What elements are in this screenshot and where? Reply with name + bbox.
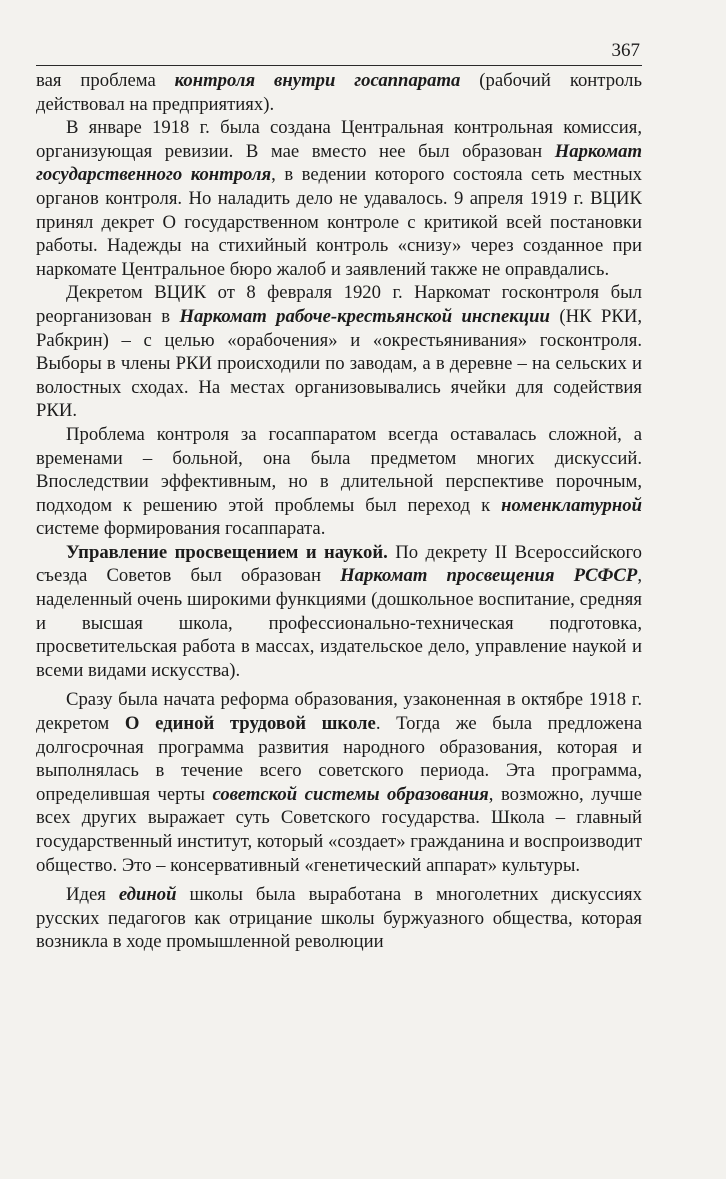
text-run: Сразу была начата реформа образования, узаконенная в октябре 1918 г. декретом (36, 689, 642, 735)
paragraph (36, 116, 642, 281)
text-run: , в ведении которого состояла сеть местных органов контроля. Но наладить дело не удавалось. 9 апреля 1919 г. ВЦИК принял декрет О государственном контроле с критикой всей постановки работы. Надежды на стихийный контроль «снизу» через созданное при наркомате Центральное бюро жалоб и заявлений также не оправдались. (36, 164, 642, 280)
emphasis-text: советской системы образования (212, 783, 489, 805)
text-run: (рабочий контроль действовал на предприятиях). (36, 70, 642, 115)
text-run: В январе 1918 г. была создана Центральная контрольная комиссия, организующая ревизии. В мае вместо нее был образован (36, 117, 642, 162)
paragraph (36, 423, 642, 541)
header-rule (36, 65, 642, 66)
text-run: Декретом ВЦИК от 8 февраля 1920 г. Наркомат госконтроля был реорганизован в (36, 282, 642, 327)
text-run: Проблема контроля за госаппаратом всегда оставалась сложной, а временами – больной, она была предметом многих дискуссий. Впоследствии эффективным, но в длительной перспективе порочным, подходом к решению этой проблемы был переход к (36, 423, 642, 516)
emphasis-text: номенклатурной (501, 494, 642, 516)
text-run: , наделенный очень широкими функциями (дошкольное воспитание, средняя и высшая школа, профессионально-техническая подготовка, просветительская работа в массах, издательское дело, управление наукой и всеми видами искусства). (36, 565, 642, 681)
page-number: 367 (611, 40, 640, 61)
emphasis-text: О единой трудовой школе (124, 713, 376, 735)
text-run: системе формирования госаппарата. (36, 518, 326, 540)
emphasis-text: Наркомат просвещения РСФСР (340, 565, 638, 587)
text-run: По декрету II Всероссийского съезда Советов был образован (36, 541, 642, 587)
text-run: Идея (66, 884, 119, 906)
emphasis-text: Наркомат государственного контроля (36, 140, 642, 186)
text-run: вая проблема (36, 70, 175, 91)
paragraph (36, 69, 642, 116)
text-run: школы была выработана в многолетних дискуссиях русских педагогов как отрицание школы буржуазного общества, которая возникла в ходе промышленной революции (36, 884, 642, 953)
text-run: , возможно, лучше всех других выражает суть Советского государства. Школа – главный государственный институт, который «создает» гражданина и воспроизводит общество. Это – консервативный «генетический аппарат» культуры. (36, 783, 642, 876)
text-run: (НК РКИ, Рабкрин) – с целью «орабочения» и «окрестьянивания» госконтроля. Выборы в члены РКИ происходили по заводам, а в деревне – на сельских и волостных сходах. На местах организовывались ячейки для содействия РКИ. (36, 305, 642, 422)
emphasis-text: единой (118, 884, 177, 906)
book-page (36, 40, 642, 954)
paragraph (36, 541, 642, 683)
paragraph (36, 688, 642, 877)
text-run: . Тогда же была предложена долгосрочная программа развития народного образования, которая и выполнялась в течение всего советского периода. Эта программа, определившая черты (36, 713, 642, 805)
emphasis-text: контроля внутри госаппарата (174, 70, 461, 91)
emphasis-text: Управление просвещением и наукой. (66, 541, 388, 563)
page-body (36, 69, 642, 954)
paragraph (36, 281, 642, 423)
paragraph (36, 883, 642, 954)
emphasis-text: Наркомат рабоче-крестьянской инспекции (179, 305, 550, 327)
